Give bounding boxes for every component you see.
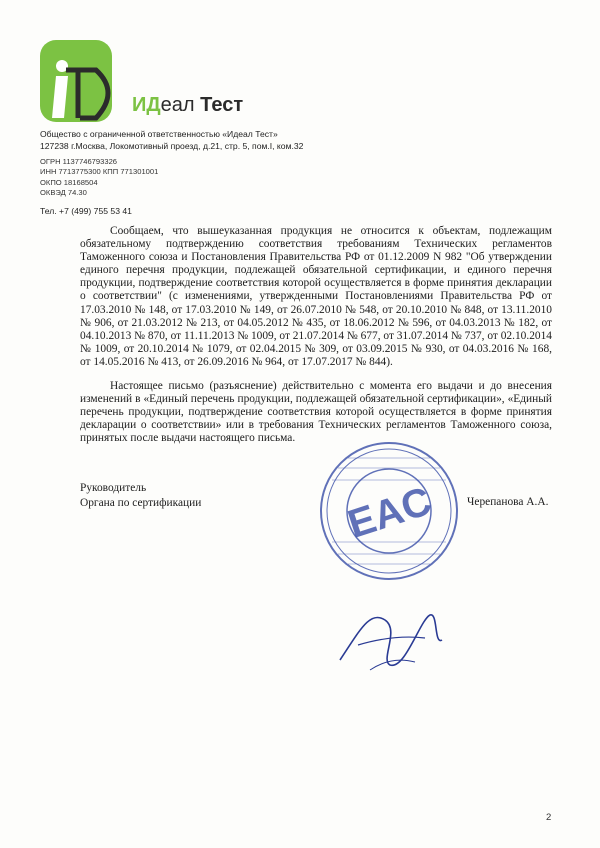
requisite-inn-kpp: ИНН 7713775300 КПП 771301001 [40,167,159,177]
eac-stamp [318,440,460,582]
company-requisites [40,157,158,198]
letter-body [80,225,552,446]
letter-paragraph-2: Настоящее письмо (разъяснение) действительно с момента его выдачи и до внесения изменений в «Единый перечень продукции, подлежащей обязательной сертификации», «Единый перечень продукции, подтверждение соответствия которой осуществляется в форме принятия декларации о соответствии» или в требования Технических регламентов Таможенного союза, принятых после выдачи настоящего письма. [80,380,552,445]
signatory-title-line-2: Органа по сертификации [80,496,202,509]
letter-paragraph-1: Сообщаем, что вышеуказанная продукция не относится к объектам, подлежащим обязательному подтверждению соответствия требованиям Технических регламентов Таможенного союза и Постановления Правительства РФ от 01.12.2009 N 982 "Об утверждении единого перечня продукции, подлежащей обязательной сертификации, и единого перечня продукции, подтверждение соответствия которой осуществляется в форме принятия декларации о соответствии" (с изменениями, утвержденными Постановлениями Правительства РФ от 17.03.2010 № 148, от 17.03.2010 № 149, от 26.07.2010 № 548, от 20.10.2010 № 848, от 13.11.2010 № 906, от 21.03.2012 № 213, от 04.05.2012 № 435, от 18.06.2012 № 596, от 04.03.2013 № 182, от 04.10.2013 № 870, от 11.11.2013 № 1009, от 21.07.2014 № 677, от 31.07.2014 № 737, от 02.10.2014 № 1009, от 20.10.2014 № 1079, от 02.04.2015 № 309, от 03.09.2015 № 930, от 04.03.2016 № 168, от 14.05.2016 № 413, от 26.09.2016 № 964, от 17.07.2017 № 844). [80,225,552,368]
stamp-mark: EAC [342,478,437,547]
signatory-title [80,481,201,510]
logo-mark-icon [40,40,112,122]
company-phone: Тел. +7 (499) 755 53 41 [40,206,132,216]
logo-name-suffix: Тест [200,94,244,116]
handwritten-signature [330,590,450,680]
signatory-title-line-1: Руководитель [80,482,147,494]
logo-name-rest: еал [160,94,195,116]
logo-name-accent: ИД [132,94,161,116]
page-number: 2 [546,812,552,823]
company-address: 127238 г.Москва, Локомотивный проезд, д.21, стр. 5, пом.I, ком.32 [40,141,304,151]
logo-wordmark [132,94,243,117]
signatory-name: Черепанова А.А. [467,496,549,508]
company-name: Общество с ограниченной ответственностью «Идеал Тест» [40,129,278,139]
requisite-ogrn: ОГРН 1137746793326 [40,157,118,166]
requisite-okved: ОКВЭД 74.30 [40,187,87,197]
requisite-okpo: ОКПО 18168504 [40,177,98,187]
company-header [40,128,303,152]
company-logo [40,40,320,130]
